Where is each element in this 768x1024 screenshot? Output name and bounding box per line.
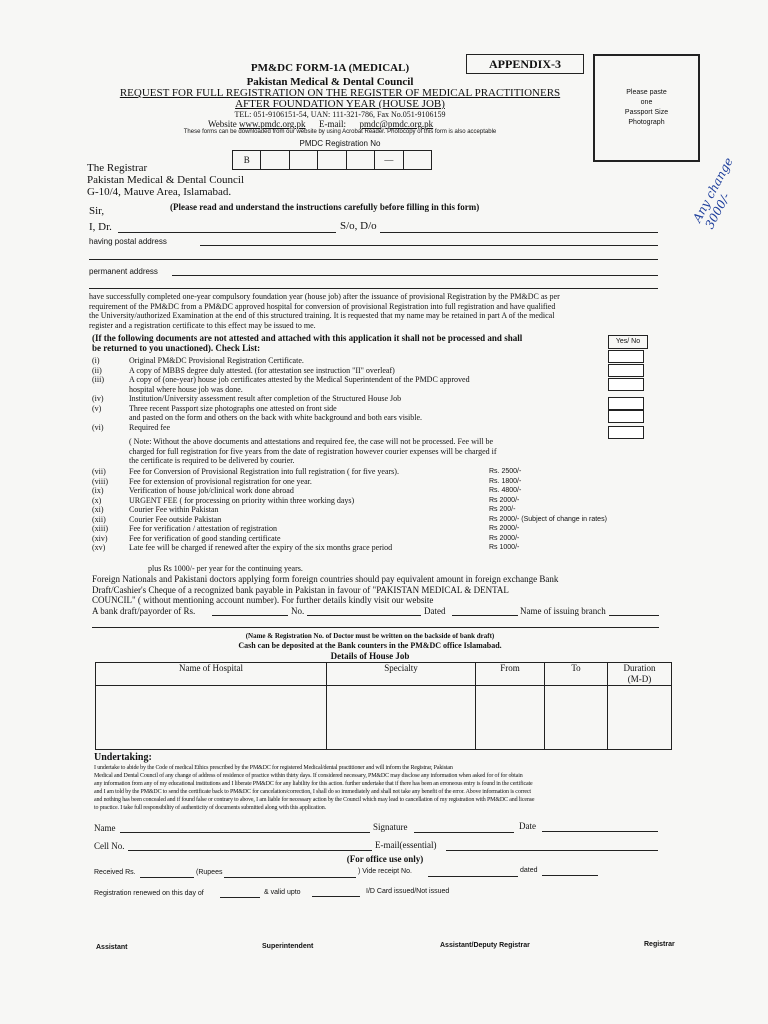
footer-assistant: Assistant [96,944,128,951]
photo-text-1: Please paste [626,89,667,96]
rupees-words-field[interactable] [224,877,356,878]
office-use-title: (For office use only) [346,854,424,864]
renewed-date-field[interactable] [220,897,260,898]
address-line-3: G-10/4, Mauve Area, Islamabad. [87,186,232,198]
checkbox-yes-no[interactable] [608,397,644,410]
doctor-name-field[interactable] [118,232,336,233]
foreign-paragraph [92,574,672,606]
checklist-item: (iv) Institution/University assessment result after completion of the Structured House Job [92,394,402,403]
photo-box[interactable] [593,54,700,162]
bank-draft-no-label: No. [291,606,305,616]
bank-draft-amount-field[interactable] [212,615,288,616]
father-name-field[interactable] [380,232,658,233]
col-specialty: Specialty [327,663,476,686]
cell-label: Cell No. [94,841,125,851]
salutation: Sir, [89,205,105,217]
appendix-label: APPENDIX-3 [466,54,584,74]
photo-text-4: Photograph [628,119,665,126]
hospital-cell[interactable] [96,686,327,750]
body-line: the University/authorized Examination at the end of this structured training. It is requested that my name may be retained in part A of the medical [89,311,555,320]
download-note: These forms can be downloaded from our website by using Acrobat Reader. Photocopy of this form is also acceptable [183,129,497,135]
draft-note-2: Cash can be deposited at the Bank counters in the PM&DC office Islamabad. [238,641,502,650]
council-name: Pakistan Medical & Dental Council [246,76,414,88]
fee-list [92,467,672,553]
undertaking-line: to practice. I take full responsibility of authenticity of documents submitted along with this application. [94,805,326,811]
undertaking-line: I undertake to abide by the Code of medical Ethics prescribed by the PM&DC for registered Medical/dental practitioner and will inform the Registrar, Pakistan [94,765,453,771]
table-header-row [96,663,672,686]
undertaking-text [94,764,684,812]
duration-cell[interactable] [608,686,672,750]
name-label: Name [94,823,116,833]
checkbox-yes-no[interactable] [608,410,644,423]
reg-dash: — [375,151,403,169]
checklist-item: (ii) A copy of MBBS degree duly attested. (for attestation see instruction "II" overleaf) [92,365,395,375]
col-to: To [545,663,608,686]
fee-note-line: charged for full registration for five years from the date of registration however courier expenses will be charged if [129,446,497,456]
photo-text-2: one [640,99,653,106]
col-from: From [476,663,545,686]
permanent-address-field-2[interactable] [89,288,658,289]
signature-field[interactable] [414,832,514,833]
valid-upto-field[interactable] [312,896,360,897]
body-paragraph [89,292,659,330]
renewed-label: Registration renewed on this day of [94,890,204,897]
date-label: Date [519,821,536,831]
footer-superintendent: Superintendent [262,943,314,950]
received-label: Received Rs. [94,869,136,876]
draft-note-1: (Name & Registration No. of Doctor must be written on the backside of bank draft) [245,632,495,640]
foreign-line: Draft/Cashier's Cheque of a recognized bank payable in Pakistan in favour of "PAKISTAN MEDICAL & DENTAL [92,584,509,595]
body-line: register and a registration certificate to this effect may be issued to me. [89,320,316,330]
checklist-item: and pasted on the form and others on the back with white background and both ears visible. [129,413,423,422]
body-line: have successfully completed one-year compulsory foundation year (house job) after the issuance of provisional Registration by the PM&DC as per [89,292,560,301]
bank-branch-label: Name of issuing branch [520,606,606,616]
checklist-warning [92,333,612,353]
undertaking-line: any information from any of my educational institutions and I liberate PM&DC for any liability for this action. further undertake that if there has been an erroneous entry is found in the certificate [94,781,533,787]
handwritten-note: Any change 3000/- [690,155,736,232]
fee-item: (xi) Courier Fee within Pakistan Rs 200/- [92,505,516,514]
office-date-field[interactable] [542,875,598,876]
reg-digit-box[interactable] [404,151,431,169]
fee-item: (xii) Courier Fee outside Pakistan Rs 2000/- (Subject of change in rates) [92,514,607,524]
col-hospital: Name of Hospital [96,663,327,686]
bank-draft-label: A bank draft/payorder of Rs. [92,606,196,616]
postal-address-field-2[interactable] [89,259,658,260]
permanent-address-field[interactable] [172,275,658,276]
foreign-line: COUNCIL" ( without mentioning account number). For further details kindly visit our website [92,595,434,605]
email-field[interactable] [446,850,658,851]
table-row[interactable] [96,686,672,750]
website-link[interactable]: www.pmdc.org.pk [239,119,306,129]
undertaking-line: and I am told by the PM&DC to send the certificate back to PM&DC for cancelation/correction, I shall do so immediately and shall not take any benefit of the error. Above information is correct [94,789,531,795]
fee-item: (x) URGENT FEE ( for processing on priority within three working days) Rs 2000/- [92,495,520,505]
footer-deputy-registrar: Assistant/Deputy Registrar [440,942,530,949]
address-line-1: The Registrar [87,162,148,174]
cell-field[interactable] [128,850,372,851]
checklist-item: hospital where house job was done. [129,384,243,394]
form-title: PM&DC FORM-1A (MEDICAL) [250,62,410,74]
signature-label: Signature [373,822,408,832]
photo-text-3: Passport Size [624,109,669,116]
checkbox-yes-no[interactable] [608,350,644,363]
bank-draft-date-field[interactable] [452,615,518,616]
reg-digit-box[interactable] [261,151,289,169]
reg-no-boxes[interactable] [232,150,432,170]
checklist-item: (iii) A copy of (one-year) house job certificates attested by the Medical Superintendent of the PMDC approved [92,375,470,384]
undertaking-line: Medical and Dental Council of any change of address of residence of practice within thirty days. If considered necessary, PM&DC may disclose any information when asked for of for obtain [94,773,523,779]
bank-draft-dated-label: Dated [424,606,446,616]
reg-digit-box[interactable] [318,151,346,169]
foreign-line: Foreign Nationals and Pakistani doctors applying form foreign countries should pay equivalent amount in foreign exchange Bank [92,574,559,584]
request-line-2: AFTER FOUNDATION YEAR (HOUSE JOB) [235,98,445,110]
website-line [208,119,528,129]
footer-registrar: Registrar [644,941,675,948]
rupees-label: (Rupees [196,869,223,876]
fee-note [129,437,629,466]
fee-item: (viii) Fee for extension of provisional registration for one year. Rs. 1800/- [92,476,522,486]
col-duration: Duration (M-D) [608,663,672,686]
website-label: Website [208,119,237,129]
fee-item: (xiv) Fee for verification of good standing certificate Rs 2000/- [92,533,520,543]
late-fee-cont: plus Rs 1000/- per year for the continuing years. [148,564,303,573]
warning-line-2: be returned to you unactioned). Check List: [92,343,261,353]
reg-no-label: PMDC Registration No [299,139,381,148]
undertaking-title: Undertaking: [94,752,152,763]
bank-branch-field-2[interactable] [92,627,659,628]
address-line-2: Pakistan Medical & Dental Council [87,174,245,186]
idcard-label: I/D Card issued/Not issued [366,888,450,895]
instruction-note: (Please read and understand the instructions carefully before filling in this form) [170,202,480,212]
warning-line-1: (If the following documents are not attested and attached with this application it shall not be processed and shall [92,333,523,343]
fee-item: (xiii) Fee for verification / attestation of registration Rs 2000/- [92,524,520,533]
house-job-title: Details of House Job [330,651,410,661]
specialty-cell[interactable] [327,686,476,750]
checkbox-yes-no[interactable] [608,364,644,377]
email-label: E-mail: [319,119,347,129]
from-cell[interactable] [476,686,545,750]
so-do-label: S/o, D/o [340,220,377,232]
checkbox-yes-no[interactable] [608,378,644,391]
email-field-label: E-mail(essential) [375,840,437,850]
fee-item: (vii) Fee for Conversion of Provisional Registration into full registration ( for five years). Rs. 2500/- [92,467,522,476]
reg-digit-box[interactable] [290,151,318,169]
received-amount-field[interactable] [140,877,194,878]
body-line: requirement of the PM&DC from a PM&DC approved hospital for conversion of provisional Registration into full registration and have qualified [89,301,556,311]
fee-note-line: the certificate is required to be delivered by courier. [129,456,295,465]
postal-address-label: having postal address [89,237,167,246]
name-field[interactable] [120,832,370,833]
yes-no-header: Yes/ No [608,335,648,349]
valid-upto-label: & valid upto [264,889,301,896]
bank-draft-no-field[interactable] [307,615,421,616]
checklist-item: (v) Three recent Passport size photographs one attested on front side [92,403,337,413]
permanent-address-label: permanent address [89,267,158,276]
to-cell[interactable] [545,686,608,750]
postal-address-field[interactable] [200,245,658,246]
contact-tel: TEL: 051-9106151-54, UAN: 111-321-786, Fax No.051-9106159 [234,110,446,119]
bank-branch-field[interactable] [609,615,659,616]
reg-prefix: B [233,151,261,169]
checklist-item: (i) Original PM&DC Provisional Registration Certificate. [92,356,304,365]
office-dated-label: dated [520,867,538,874]
fee-item: (xv) Late fee will be charged if renewed after the expiry of the six months grace period Rs 1000/- [92,543,520,552]
i-dr-label: I, Dr. [89,221,112,233]
email-link[interactable]: pmdc@pmdc.org.pk [359,119,434,129]
date-field[interactable] [542,831,658,832]
fee-item: (ix) Verification of house job/clinical work done abroad Rs. 4800/- [92,486,522,495]
registrar-address [87,162,244,198]
house-job-table [95,662,672,750]
reg-digit-box[interactable] [347,151,375,169]
undertaking-line: and nothing has been concealed and if found false or contrary to above, I am liable for necessary action by the Council which may lead to cancellation of my registration with PM&DC and license [94,797,535,803]
checklist-item: (vi) Required fee [92,422,171,432]
receipt-no-field[interactable] [428,876,518,877]
fee-note-line: ( Note: Without the above documents and attestations and required fee, the case will not be processed. Fee will be [129,437,494,446]
request-line-1: REQUEST FOR FULL REGISTRATION ON THE REGISTER OF MEDICAL PRACTITIONERS [119,87,561,99]
vide-receipt-label: ) Vide receipt No. [358,868,412,875]
checklist [92,356,612,432]
